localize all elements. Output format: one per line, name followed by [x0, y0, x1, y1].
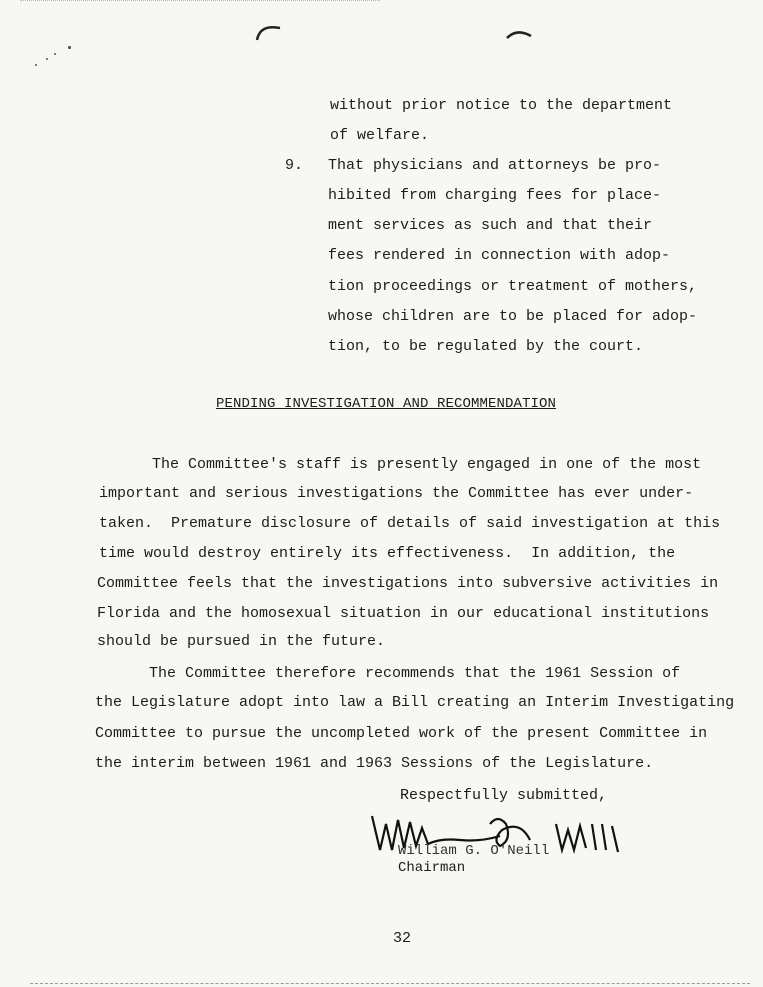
- paragraph-line: The Committee's staff is presently engaged in one of the most: [152, 456, 702, 473]
- bottom-scan-edge: [30, 983, 750, 985]
- paragraph-line: the Legislature adopt into law a Bill creating an Interim Investigating: [95, 694, 735, 711]
- signer-title: Chairman: [398, 860, 466, 876]
- page-number: 32: [393, 930, 412, 947]
- list-continuation-line: of welfare.: [330, 127, 430, 144]
- list-item-line: hibited from charging fees for place-: [328, 187, 662, 204]
- paragraph-line: Committee to pursue the uncompleted work of the present Committee in: [95, 725, 708, 742]
- list-item-line: whose children are to be placed for adop-: [328, 308, 698, 325]
- scan-mark-left: [254, 20, 284, 42]
- speck: [68, 46, 71, 49]
- list-continuation-line: without prior notice to the department: [330, 97, 673, 114]
- paragraph-line: the interim between 1961 and 1963 Sessions of the Legislature.: [95, 755, 654, 772]
- list-item-line: That physicians and attorneys be pro-: [328, 157, 662, 174]
- list-item-line: fees rendered in connection with adop-: [328, 247, 671, 264]
- typed-signer-name: William G. O'Neill: [398, 843, 550, 859]
- list-item-line: ment services as such and that their: [328, 217, 653, 234]
- paragraph-line: taken. Premature disclosure of details of said investigation at this: [99, 515, 721, 532]
- speck: [54, 53, 56, 55]
- paragraph-line: should be pursued in the future.: [97, 633, 386, 650]
- speck: [46, 58, 48, 60]
- paragraph-line: The Committee therefore recommends that the 1961 Session of: [149, 665, 681, 682]
- list-item-line: tion, to be regulated by the court.: [328, 338, 644, 355]
- scan-mark-right: [505, 28, 533, 42]
- list-item-line: tion proceedings or treatment of mothers,: [328, 278, 698, 295]
- paragraph-line: Florida and the homosexual situation in our educational institutions: [97, 605, 710, 622]
- speck: [35, 64, 37, 66]
- paragraph-line: important and serious investigations the Committee has ever under-: [99, 485, 694, 502]
- top-scan-edge: [20, 0, 380, 2]
- paragraph-line: Committee feels that the investigations into subversive activities in: [97, 575, 719, 592]
- closing-line: Respectfully submitted,: [400, 787, 608, 804]
- paragraph-line: time would destroy entirely its effectiveness. In addition, the: [99, 545, 676, 562]
- list-item-number: 9.: [285, 157, 304, 174]
- section-heading: PENDING INVESTIGATION AND RECOMMENDATION: [216, 396, 557, 412]
